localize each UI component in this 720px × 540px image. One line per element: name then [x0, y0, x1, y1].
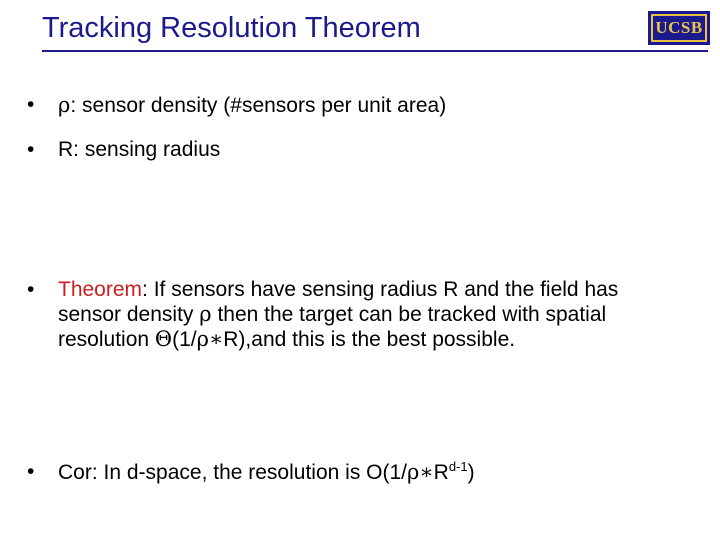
star-symbol: ∗ — [208, 327, 224, 351]
theorem-part-2: then the target can be tracked with spatial resolution — [58, 303, 607, 351]
bullet-2-text: R: sensing radius — [58, 138, 221, 161]
bullet-text — [58, 93, 707, 118]
theorem-label: Theorem — [58, 278, 143, 301]
theorem-part-1: : If sensors have sensing radius R and the field has sensor density — [58, 278, 619, 326]
corollary-part-2: R — [433, 461, 449, 484]
corollary-part-3: ) — [467, 461, 475, 484]
bullet-dot: • — [27, 460, 35, 483]
rho-symbol: ρ — [407, 460, 420, 484]
exponent: d-1 — [448, 459, 468, 474]
bullet-dot: • — [27, 93, 35, 116]
theta-symbol: Θ — [154, 327, 173, 351]
ucsb-logo — [648, 11, 710, 45]
theorem-part-3: (1/ — [172, 328, 197, 351]
corollary-part-1: Cor: In d-space, the resolution is O(1/ — [58, 461, 407, 484]
rho-symbol: ρ — [58, 93, 71, 117]
title-divider — [42, 50, 708, 52]
bullet-theorem — [27, 278, 667, 352]
theorem-text — [58, 278, 667, 352]
bullet-1-text: : sensor density (#sensors per unit area) — [70, 94, 447, 117]
bullet-corollary — [27, 460, 707, 485]
rho-symbol: ρ — [196, 327, 209, 351]
ucsb-logo-text: UCSB — [651, 14, 707, 42]
bullet-sensor-density — [27, 93, 707, 118]
slide-title: Tracking Resolution Theorem — [42, 12, 421, 44]
bullet-dot: • — [27, 278, 35, 301]
bullet-dot: • — [27, 138, 35, 161]
theorem-part-4: R),and this is the best possible. — [223, 328, 516, 351]
rho-symbol: ρ — [199, 302, 212, 326]
star-symbol: ∗ — [419, 460, 434, 484]
corollary-text — [58, 460, 707, 485]
bullet-sensing-radius — [27, 138, 707, 162]
